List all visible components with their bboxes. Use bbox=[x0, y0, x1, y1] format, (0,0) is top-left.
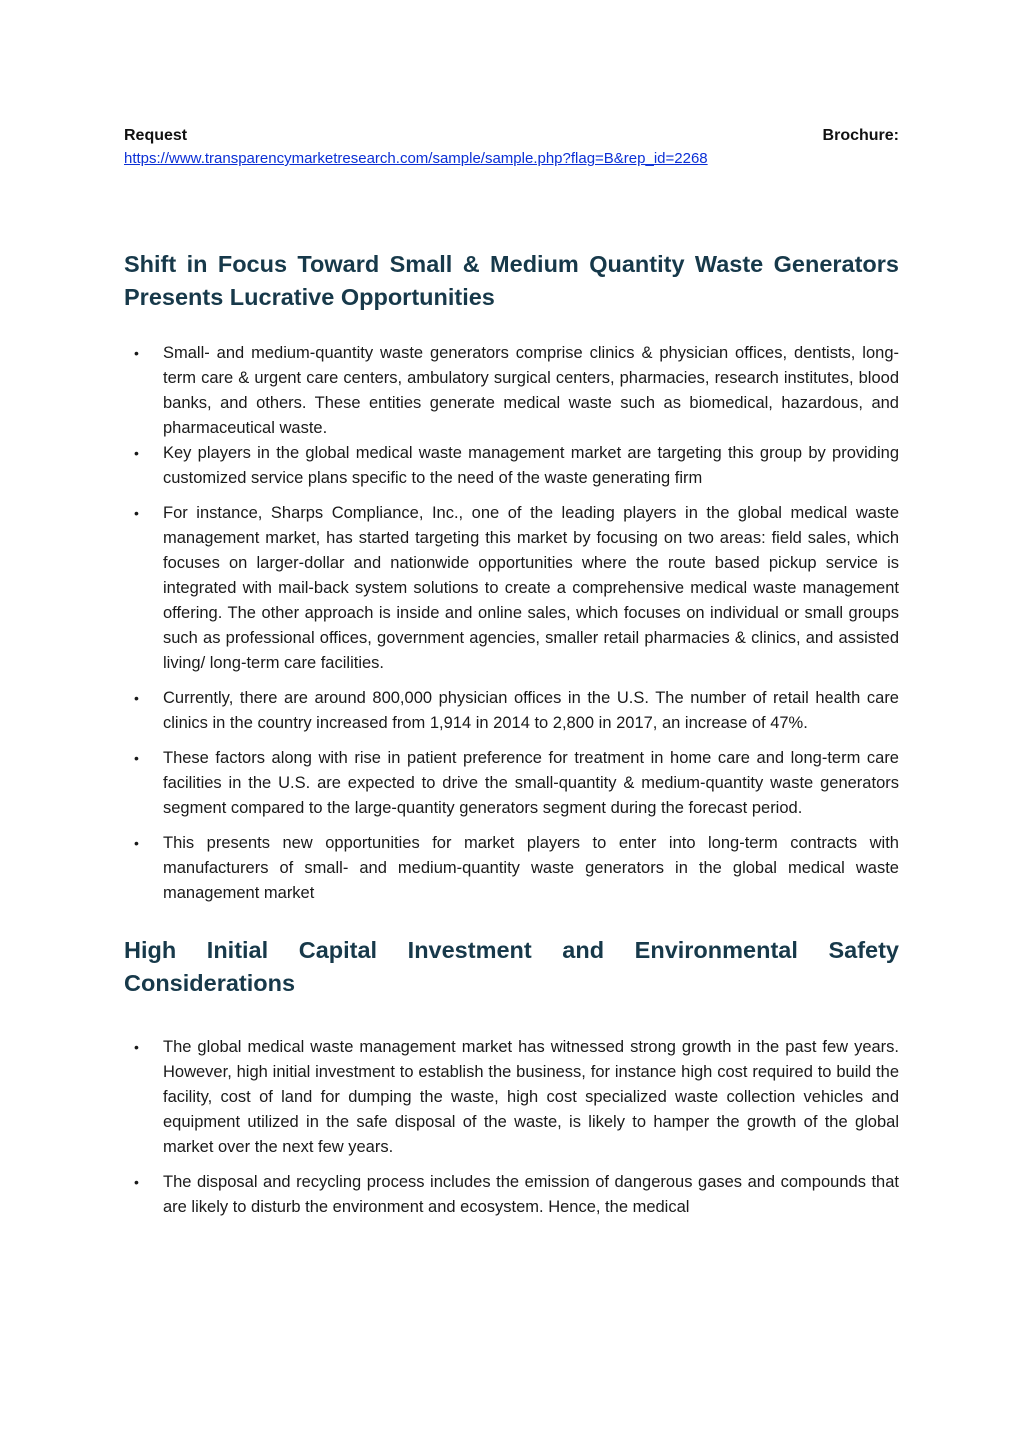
list-item bbox=[124, 746, 899, 821]
bullet-icon: • bbox=[134, 690, 139, 706]
bullet-icon: • bbox=[134, 835, 139, 851]
bullet-icon: • bbox=[134, 1174, 139, 1190]
list-item-text: These factors along with rise in patient preference for treatment in home care and long-term care facilities in the U.S. are expected to drive the small-quantity & medium-quantity waste generators segment compared to the large-quantity generators segment during the forecast period. bbox=[163, 749, 899, 817]
list-item bbox=[124, 441, 899, 491]
request-label: Request bbox=[124, 127, 188, 144]
list-item bbox=[124, 831, 899, 906]
section2-bullet-list bbox=[124, 1035, 899, 1220]
brochure-label: Brochure: bbox=[822, 127, 899, 144]
bullet-icon: • bbox=[134, 345, 139, 361]
document-page bbox=[124, 125, 899, 1220]
bullet-icon: • bbox=[134, 445, 139, 461]
request-brochure-line bbox=[124, 125, 899, 147]
section-heading-capital-investment: High Initial Capital Investment and Environmental Safety Considerations bbox=[124, 937, 899, 996]
bullet-icon: • bbox=[134, 750, 139, 766]
list-item bbox=[124, 341, 899, 441]
list-item-text: For instance, Sharps Compliance, Inc., one of the leading players in the global medical waste management market, has started targeting this market by focusing on two areas: field sales, which focuses on larger-dollar and nationwide opportunities where the route based pickup service is integrated with mail-back system solutions to create a comprehensive medical waste management offering. The other approach is inside and online sales, which focuses on individual or small groups such as professional offices, government agencies, smaller retail pharmacies & clinics, and assisted living/ long-term care facilities. bbox=[163, 504, 899, 672]
bullet-icon: • bbox=[134, 1039, 139, 1055]
list-item-text: This presents new opportunities for market players to enter into long-term contracts with manufacturers of small- and medium-quantity waste generators in the global medical waste management market bbox=[163, 834, 899, 902]
list-item-text: Currently, there are around 800,000 physician offices in the U.S. The number of retail health care clinics in the country increased from 1,914 in 2014 to 2,800 in 2017, an increase of 47%. bbox=[163, 689, 899, 732]
list-item-text: Small- and medium-quantity waste generators comprise clinics & physician offices, dentists, long-term care & urgent care centers, ambulatory surgical centers, pharmacies, research institutes, blood banks, and others. These entities generate medical waste such as biomedical, hazardous, and pharmaceutical waste. bbox=[163, 344, 899, 437]
list-item bbox=[124, 686, 899, 736]
list-item-text: The global medical waste management market has witnessed strong growth in the past few years. However, high initial investment to establish the business, for instance high cost required to build the facility, cost of land for dumping the waste, high cost specialized waste collection vehicles and equipment utilized in the safe disposal of the waste, is likely to hamper the growth of the global market over the next few years. bbox=[163, 1038, 899, 1156]
bullet-icon: • bbox=[134, 505, 139, 521]
section-heading-small-medium-generators: Shift in Focus Toward Small & Medium Quantity Waste Generators Presents Lucrative Opportunities bbox=[124, 251, 899, 310]
list-item-text: The disposal and recycling process includes the emission of dangerous gases and compounds that are likely to disturb the environment and ecosystem. Hence, the medical bbox=[163, 1173, 899, 1216]
list-item bbox=[124, 1170, 899, 1220]
list-item-text: Key players in the global medical waste management market are targeting this group by providing customized service plans specific to the need of the waste generating firm bbox=[163, 444, 899, 487]
list-item bbox=[124, 501, 899, 676]
list-item bbox=[124, 1035, 899, 1160]
section1-bullet-list bbox=[124, 341, 899, 906]
sample-request-link[interactable]: https://www.transparencymarketresearch.com/sample/sample.php?flag=B&rep_id=2268 bbox=[124, 150, 708, 167]
